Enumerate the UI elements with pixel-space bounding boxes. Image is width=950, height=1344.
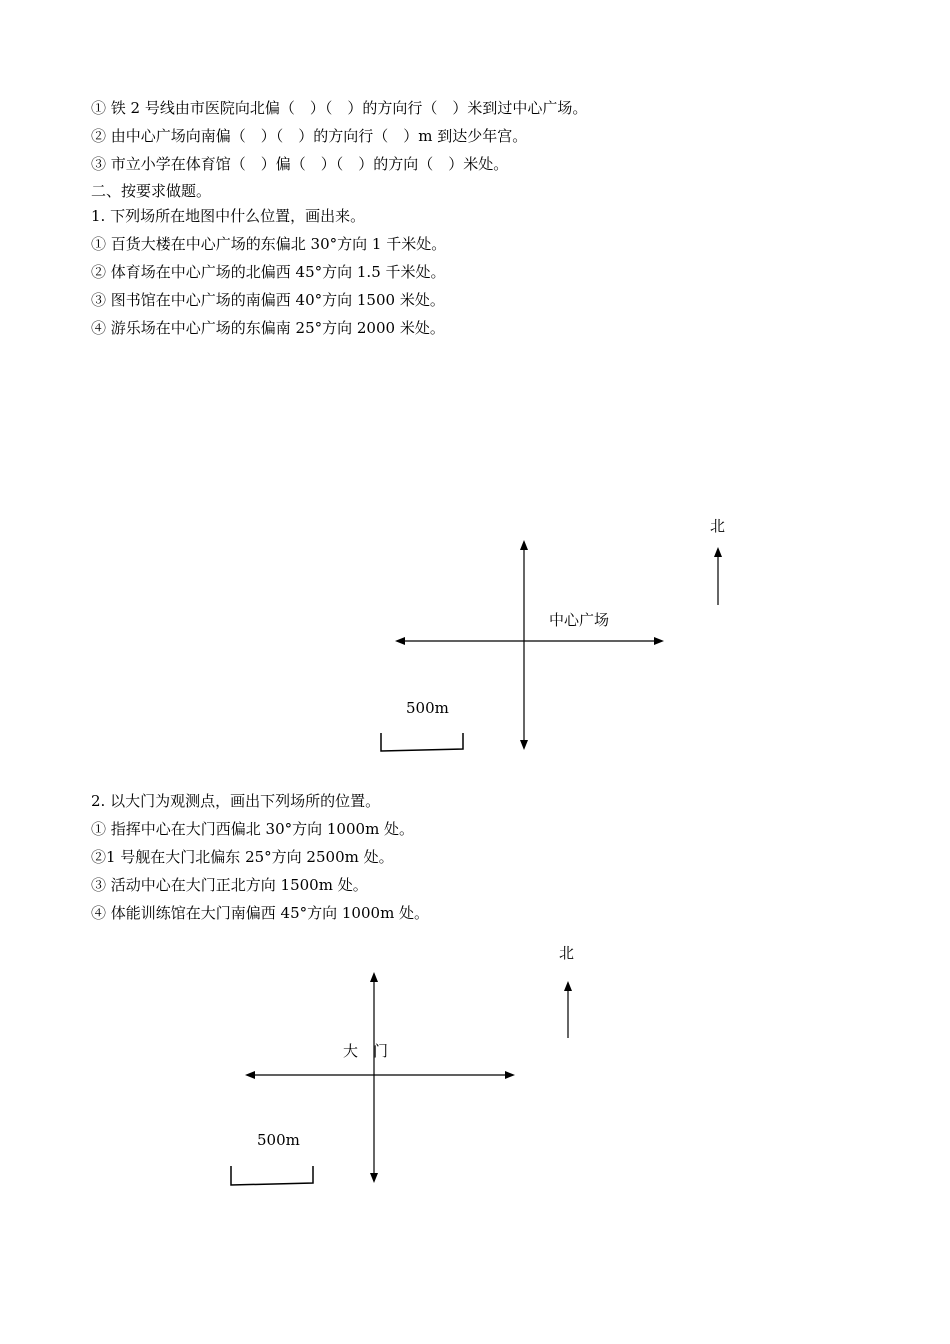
section-title: 二、按要求做题。	[91, 182, 212, 200]
question-line-2: ② 由中心广场向南偏（ ）（ ）的方向行（ ）m 到达少年宫。	[91, 127, 528, 145]
task1-title: 1. 下列场所在地图中什么位置，画出来。	[91, 207, 366, 225]
question-line-1: ① 铁 2 号线由市医院向北偏（ ）（ ）的方向行（ ）米到过中心广场。	[91, 99, 588, 117]
arrowhead-north	[370, 972, 378, 982]
scale-label: 500m	[257, 1131, 300, 1149]
task2-item: ②1 号舰在大门北偏东 25°方向 2500m 处。	[91, 848, 394, 866]
arrowhead-west	[245, 1071, 255, 1079]
arrowhead-south	[370, 1173, 378, 1183]
task2-item: ④ 体能训练馆在大门南偏西 45°方向 1000m 处。	[91, 904, 430, 922]
scale-label: 500m	[406, 699, 449, 717]
center-label: 中心广场	[549, 611, 610, 629]
task2-title: 2. 以大门为观测点，画出下列场所的位置。	[91, 792, 381, 810]
scale-bar	[231, 1166, 313, 1185]
task1-item: ④ 游乐场在中心广场的东偏南 25°方向 2000 米处。	[91, 319, 445, 337]
task1-item: ② 体育场在中心广场的北偏西 45°方向 1.5 千米处。	[91, 263, 446, 281]
task1-item: ③ 图书馆在中心广场的南偏西 40°方向 1500 米处。	[91, 291, 445, 309]
north-label: 北	[710, 517, 726, 535]
center-label: 大 门	[343, 1042, 389, 1060]
question-line-3: ③ 市立小学在体育馆（ ）偏（ ）（ ）的方向（ ）米处。	[91, 155, 509, 173]
task2-item: ① 指挥中心在大门西偏北 30°方向 1000m 处。	[91, 820, 415, 838]
north-label: 北	[559, 944, 575, 962]
task1-item: ① 百货大楼在中心广场的东偏北 30°方向 1 千米处。	[91, 235, 447, 253]
task2-item: ③ 活动中心在大门正北方向 1500m 处。	[91, 876, 368, 894]
north-arrowhead	[564, 981, 572, 991]
arrowhead-east	[505, 1071, 515, 1079]
